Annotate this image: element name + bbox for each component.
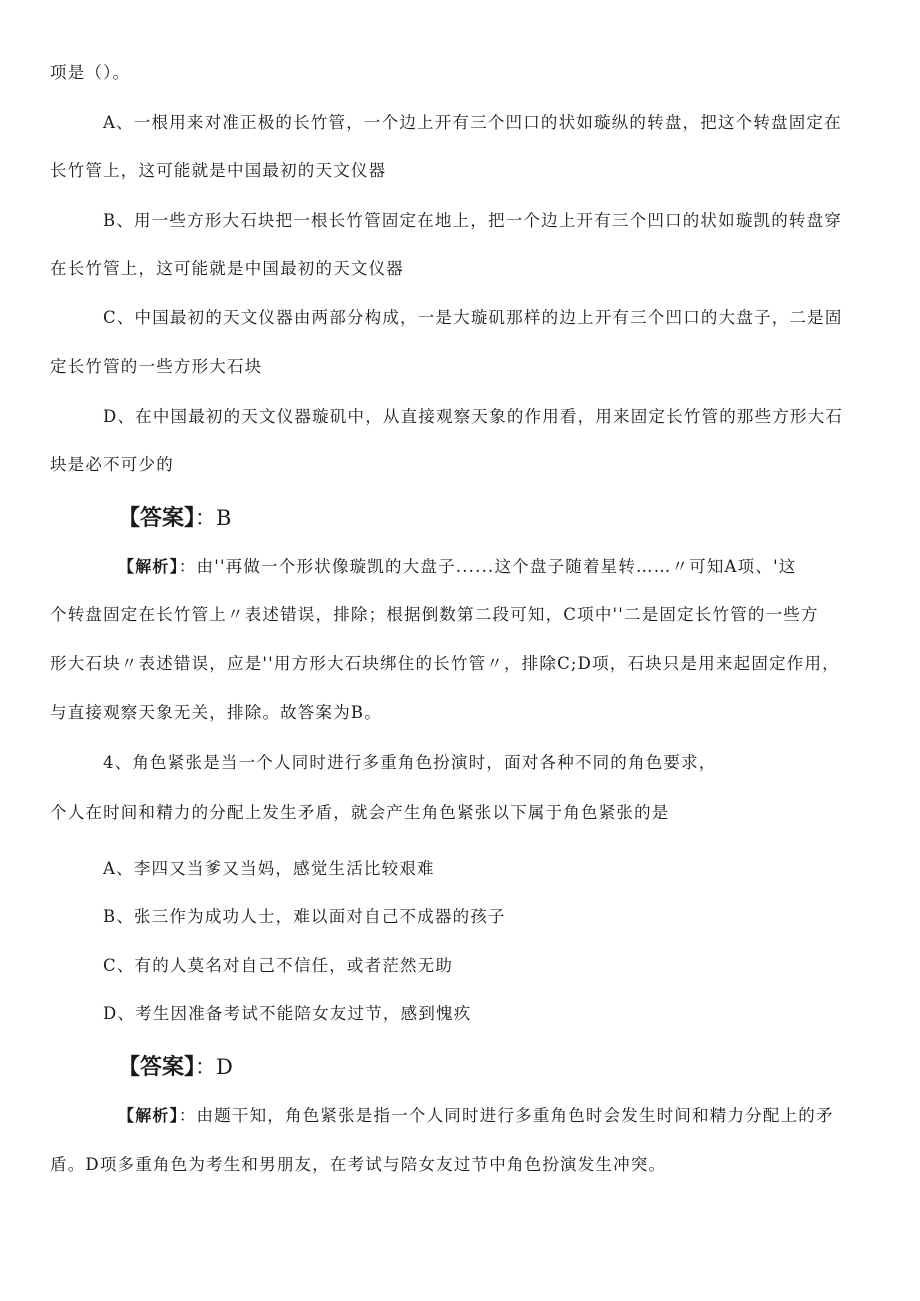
q3-explanation-line-2: 个转盘固定在长竹管上〃表述错误，排除；根据倒数第二段可知，C项中''二是固定长竹管的一些方: [50, 605, 819, 624]
q4-answer-value: ：D: [195, 1055, 233, 1079]
q4-stem-line-1: 4、角色紧张是当一个人同时进行多重角色扮演时，面对各种不同的角色要求，: [103, 753, 717, 772]
q4-answer: [118, 1054, 233, 1081]
q3-explanation-text-1: ：由''再做一个形状像璇凯的大盘子......这个盘子随着星转……〃可知A项、'这: [178, 557, 797, 576]
q4-explanation-line-2: 盾。D项多重角色为考生和男朋友，在考试与陪女友过节中角色扮演发生冲突。: [50, 1155, 667, 1174]
q3-option-d-line-1: D、在中国最初的天文仪器璇矶中，从直接观察天象的作用看，用来固定长竹管的那些方形大石: [103, 407, 844, 426]
q3-option-a-line-1: A、一根用来对准正极的长竹管，一个边上开有三个凹口的状如璇纵的转盘，把这个转盘固定在: [103, 113, 842, 132]
q4-option-a: A、李四又当爹又当妈，感觉生活比较艰难: [103, 859, 435, 878]
q4-stem-line-2: 个人在时间和精力的分配上发生矛盾，就会产生角色紧张以下属于角色紧张的是: [50, 803, 670, 822]
q3-explanation-line-3: 形大石块〃表述错误，应是''用方形大石块绑住的长竹管〃，排除C;D项，石块只是用来起固定作用，: [50, 654, 840, 673]
q4-explanation-text-1: ：由题干知，角色紧张是指一个人同时进行多重角色时会发生时间和精力分配上的矛: [178, 1106, 834, 1125]
q3-stem-tail: 项是（）。: [50, 63, 131, 82]
q4-option-c: C、有的人莫名对自己不信任，或者茫然无助: [103, 956, 454, 975]
q3-explanation-line-1: [118, 556, 797, 578]
q4-explanation-line-1: [118, 1105, 834, 1127]
q3-option-b-line-1: B、用一些方形大石块把一根长竹管固定在地上，把一个边上开有三个凹口的状如璇凯的转盘穿: [103, 211, 843, 230]
q4-option-d: D、考生因准备考试不能陪女友过节，感到愧疚: [103, 1004, 472, 1023]
q3-explanation-label: 【解析】: [118, 557, 179, 576]
q3-option-d-line-2: 块是必不可少的: [50, 455, 174, 474]
q4-answer-label: 【答案】: [118, 1055, 196, 1080]
q3-answer: [118, 505, 231, 532]
q3-answer-label: 【答案】: [118, 506, 196, 531]
q3-explanation-line-4: 与直接观察天象无关，排除。故答案为B。: [50, 703, 382, 722]
q4-option-b: B、张三作为成功人士，难以面对自己不成器的孩子: [103, 907, 506, 926]
q3-option-c-line-1: C、中国最初的天文仪器由两部分构成，一是大璇矶那样的边上开有三个凹口的大盘子，二是固: [103, 308, 843, 327]
q3-option-b-line-2: 在长竹管上，这可能就是中国最初的天文仪器: [50, 259, 404, 278]
q3-option-c-line-2: 定长竹管的一些方形大石块: [50, 357, 263, 376]
q3-answer-value: ：B: [195, 506, 232, 530]
q3-option-a-line-2: 长竹管上，这可能就是中国最初的天文仪器: [50, 161, 387, 180]
q4-explanation-label: 【解析】: [118, 1106, 179, 1125]
